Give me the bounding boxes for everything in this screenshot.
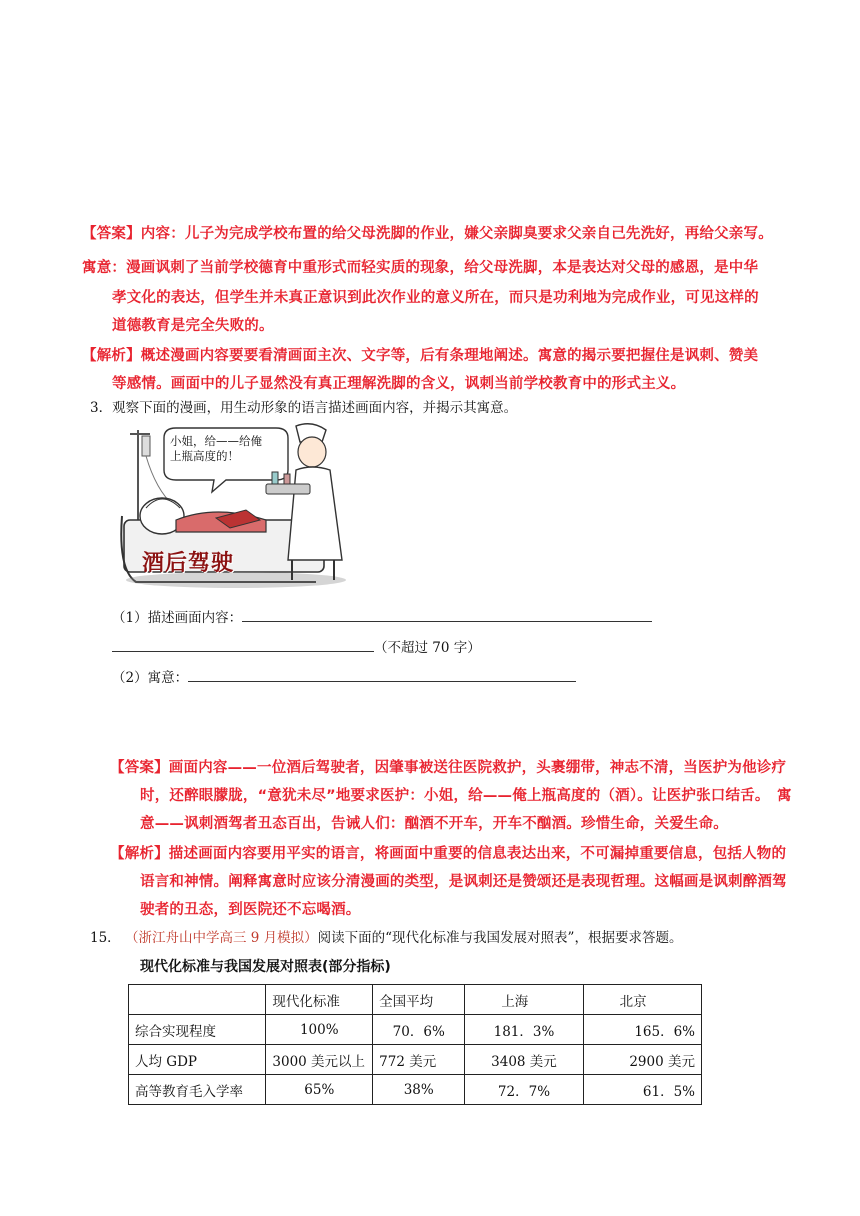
answer-line: 意——讽刺酒驾者丑态百出，告诫人们：酗酒不开车，开车不酗酒。珍惜生命，关爱生命。	[140, 816, 728, 832]
table-cell: 61．5%	[583, 1075, 701, 1105]
table-cell: 100%	[266, 1015, 373, 1045]
table-header-row	[129, 985, 702, 1015]
table-cell: 高等教育毛入学率	[129, 1075, 266, 1105]
table-cell: 人均 GDP	[129, 1045, 266, 1075]
sub-question-1-label: （1）描述画面内容：	[112, 610, 243, 626]
table-row	[129, 1075, 702, 1105]
comparison-table	[128, 984, 702, 1105]
table-cell: 38%	[373, 1075, 465, 1105]
cartoon-drunk-driving	[116, 420, 356, 590]
answer-blank-line[interactable]	[242, 609, 652, 622]
analysis-line: 【解析】概述漫画内容要要看清画面主次、文字等，后有条理地阐述。寓意的揭示要把握住是讽刺、赞美	[82, 348, 759, 364]
answer-blank-line[interactable]	[188, 669, 576, 682]
sub-question-2	[112, 666, 576, 686]
table-header-cell: 北京	[583, 985, 701, 1015]
question-number: 15．	[90, 930, 121, 946]
analysis-line: 等感情。画面中的儿子显然没有真正理解洗脚的含义，讽刺当前学校教育中的形式主义。	[112, 376, 686, 392]
table-header-cell: 上海	[465, 985, 583, 1015]
answer-line: 【答案】画面内容——一位酒后驾驶者，因肇事被送往医院救护，头裹绷带，神志不清，当医护为他诊疗	[110, 760, 787, 776]
answer-line: 【答案】内容：儿子为完成学校布置的给父母洗脚的作业，嫌父亲脚臭要求父亲自己先洗好，再给父亲写。	[82, 226, 773, 242]
question-text: 阅读下面的“现代化标准与我国发展对照表”，根据要求答题。	[317, 930, 683, 946]
question-15	[90, 926, 682, 946]
sub-question-1	[112, 606, 652, 626]
table-title: 现代化标准与我国发展对照表(部分指标)	[140, 959, 391, 975]
answer-line: 孝文化的表达，但学生并未真正意识到此次作业的意义所在，而只是功利地为完成作业，可见这样的	[112, 290, 759, 306]
bubble-line: 上瓶高度的！	[170, 449, 239, 463]
table-header-cell: 现代化标准	[266, 985, 373, 1015]
table-row	[129, 1015, 702, 1045]
answer-blank-line[interactable]	[112, 639, 374, 652]
table-header-cell: 全国平均	[373, 985, 465, 1015]
speech-bubble-text	[170, 434, 262, 464]
table-cell: 165．6%	[583, 1015, 701, 1045]
cartoon-caption: 酒后驾驶	[142, 551, 235, 576]
answer-line: 寓意：漫画讽刺了当前学校德育中重形式而轻实质的现象，给父母洗脚，本是表达对父母的感恩，是中华	[82, 260, 759, 276]
table-cell: 2900 美元	[583, 1045, 701, 1075]
table-cell: 65%	[266, 1075, 373, 1105]
table-cell: 181．3%	[465, 1015, 583, 1045]
question-3-text: 3．观察下面的漫画，用生动形象的语言描述画面内容，并揭示其寓意。	[90, 400, 518, 416]
analysis-line: 驶者的丑态，到医院还不忘喝酒。	[140, 902, 361, 918]
bubble-line: 小姐，给——给俺	[170, 434, 262, 448]
sub-question-2-label: （2）寓意：	[112, 670, 189, 686]
table-row	[129, 1045, 702, 1075]
table-header-cell	[129, 985, 266, 1015]
sub-question-1-continued	[112, 636, 481, 656]
answer-line: 时，还醉眼朦胧，“意犹未尽”地要求医护：小姐，给——俺上瓶高度的（酒）。让医护张口结舌。 寓	[140, 788, 792, 804]
table-cell: 3000 美元以上	[266, 1045, 373, 1075]
analysis-line: 语言和神情。阐释寓意时应该分清漫画的类型，是讽刺还是赞颂还是表现哲理。这幅画是讽刺醉酒驾	[140, 874, 787, 890]
table-cell: 70．6%	[373, 1015, 465, 1045]
table-cell: 72．7%	[465, 1075, 583, 1105]
table-cell: 3408 美元	[465, 1045, 583, 1075]
analysis-line: 【解析】描述画面内容要用平实的语言，将画面中重要的信息表达出来，不可漏掉重要信息，包括人物的	[110, 846, 787, 862]
answer-line: 道德教育是完全失败的。	[112, 318, 274, 334]
question-source: （浙江舟山中学高三 9 月模拟）	[124, 930, 318, 946]
table-cell: 综合实现程度	[129, 1015, 266, 1045]
word-limit-note: （不超过 70 字）	[374, 640, 481, 656]
table-cell: 772 美元	[373, 1045, 465, 1075]
